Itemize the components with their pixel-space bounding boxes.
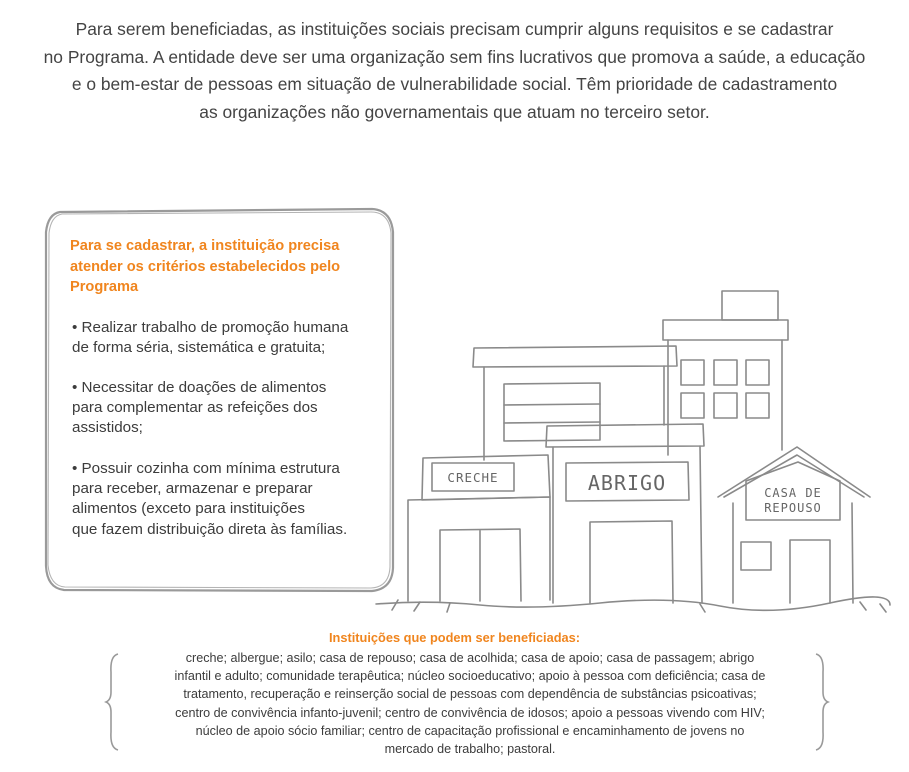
criterion-item [72,459,392,540]
criterion-line: alimentos (exceto para instituições [72,500,305,518]
criterion-line: • Necessitar de doações de alimentos [72,379,327,396]
criterion-line: que fazem distribuição direta às famílias. [72,520,348,538]
criterion-line: • Possuir cozinha com mínima estrutura [72,460,340,477]
institutions-title: Instituições que podem ser beneficiadas: [328,630,581,645]
criterion-line: • Realizar trabalho de promoção humana [72,319,349,336]
intro-line: no Programa. A entidade deve ser uma organização sem fins lucrativos que promova a saúde, a educação [43,46,866,67]
buildings-illustration [370,285,905,620]
criteria-title-line: atender os critérios estabelecidos pelo [70,258,341,275]
intro-line: e o bem-estar de pessoas em situação de vulnerabilidade social. Têm prioridade de cadastramento [71,74,838,94]
criteria-title-line: Para se cadastrar, a instituição precisa [70,238,340,254]
abrigo-sign: ABRIGO [587,471,667,495]
criterion-line: para receber, armazenar e preparar [72,480,313,498]
criteria-title [70,236,390,298]
criterion-line: de forma séria, sistemática e gratuita; [72,339,326,357]
creche-sign: CRECHE [447,470,499,485]
institutions-list [120,649,820,758]
institutions-line: mercado de trabalho; pastoral. [384,742,556,757]
criterion-item [72,378,392,439]
casa-de-repouso-sign: CASA DE [764,486,822,500]
institutions-line: centro de convivência infanto-juvenil; centro de convivência de idosos; apoio a pessoas vivendo com HIV; [175,705,765,720]
institutions-line: infantil e adulto; comunidade terapêutica; núcleo socioeducativo; apoio à pessoa com deficiência; casa de [174,669,766,684]
criterion-item [72,318,392,358]
institutions-line: tratamento, recuperação e reinserção social de pessoas com dependência de substâncias psicoativas; [183,687,757,702]
criterion-line: assistidos; [72,419,143,437]
institutions-line: creche; albergue; asilo; casa de repouso; casa de acolhida; casa de apoio; casa de passagem; abrigo [185,651,755,665]
criteria-title-line: Programa [70,279,139,295]
intro-line: Para serem beneficiadas, as instituições sociais precisam cumprir alguns requisitos e se cadastrar [75,19,834,39]
criterion-line: para complementar as refeições dos [72,399,318,417]
intro-line: as organizações não governamentais que atuam no terceiro setor. [199,101,710,122]
institutions-line: núcleo de apoio sócio familiar; centro de capacitação profissional e encaminhamento de jovens no [195,723,745,738]
casa-de-repouso-sign: REPOUSO [764,501,822,515]
